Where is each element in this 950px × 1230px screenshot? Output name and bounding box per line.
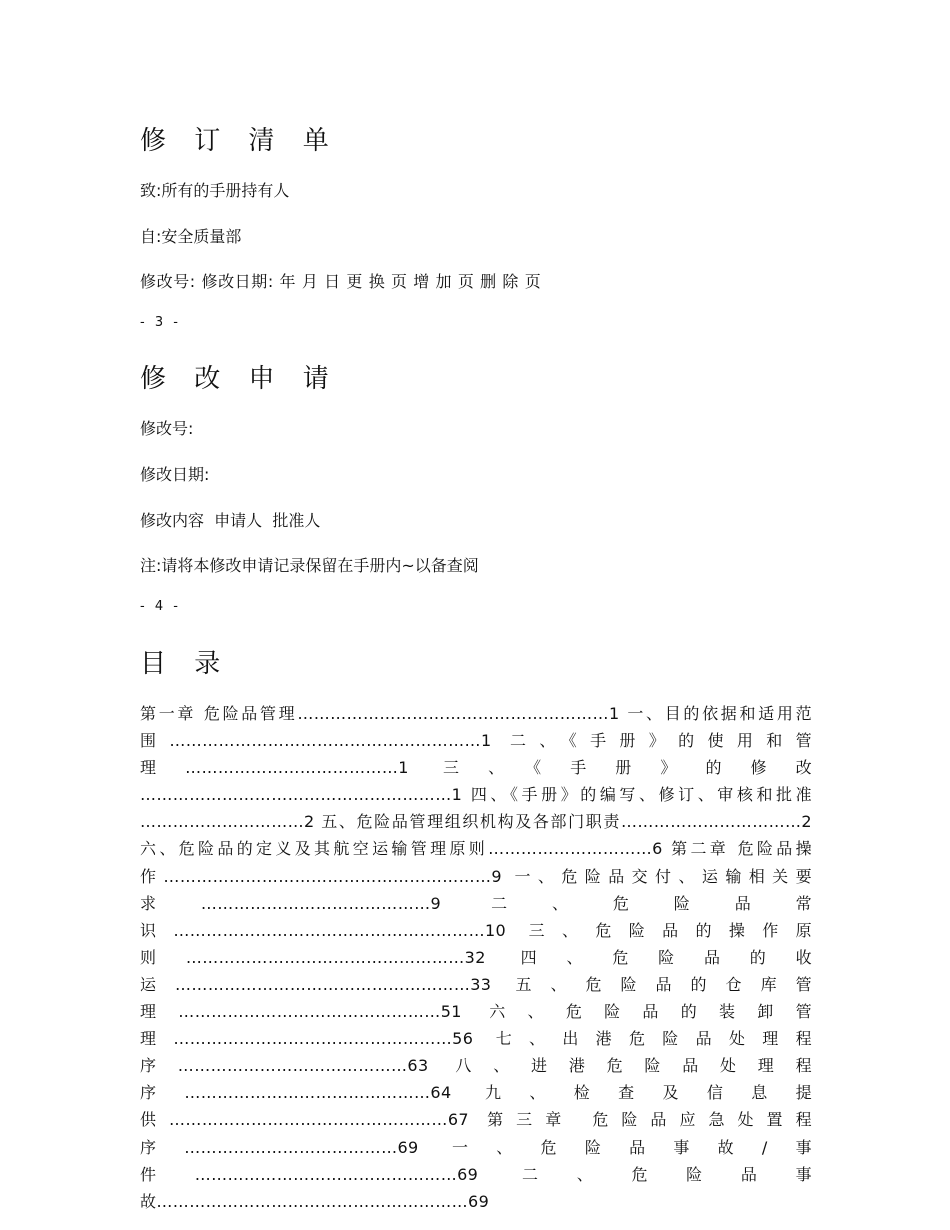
change-request-note: 注:请将本修改申请记录保留在手册内~以备查阅 — [140, 556, 479, 575]
revision-from-line: 自:安全质量部 — [140, 227, 242, 246]
toc-title: 目 录 — [140, 649, 231, 679]
change-content-row: 修改内容 申请人 批准人 — [140, 511, 321, 530]
revision-header-row: 修改号: 修改日期: 年 月 日 更 换 页 增 加 页 删 除 页 — [140, 272, 542, 291]
page-number-3: - 3 - — [140, 315, 181, 330]
revision-list-title: 修 订 清 单 — [140, 126, 339, 156]
change-request-title: 修 改 申 请 — [140, 364, 339, 394]
toc-body: 第一章 危险品管理…………………………………………………1 一、目的依据和适用范围…………………………………………………1 二、《手册》的使用和管理…………………………………1 三、《手册》的修改 …………………………………………………1 四、《手册》的编写、修订、审核和批准 …………………………2 五、危险品管理组织机构及各部门职责……………………………2 六、危险品的定义及其航空运输管理原则…………………………6 第二章 危险品操作……………………………………………………9 一、危险品交付、运输相关要求……………………………………9 二、危险品常识…………………………………………………10 三、危险品的操作原则……………………………………………32 四、危险品的收运………………………………………………33 五、危险品的仓库管理…………………………………………51 六、危险品的装卸管理……………………………………………56 七、出港危险品处理程序……………………………………63 八、进港危险品处理程序………………………………………64 九、检查及信息提供……………………………………………67 第三章 危险品应急处置程序…………………………………69 一、危险品事故/事件…………………………………………69 二、危险品事故…………………………………………………69 — [140, 704, 812, 1211]
page-number-4: - 4 - — [140, 599, 181, 614]
revision-to-line: 致:所有的手册持有人 — [140, 181, 290, 200]
change-no-label: 修改号: — [140, 419, 194, 438]
change-date-label: 修改日期: — [140, 465, 210, 484]
